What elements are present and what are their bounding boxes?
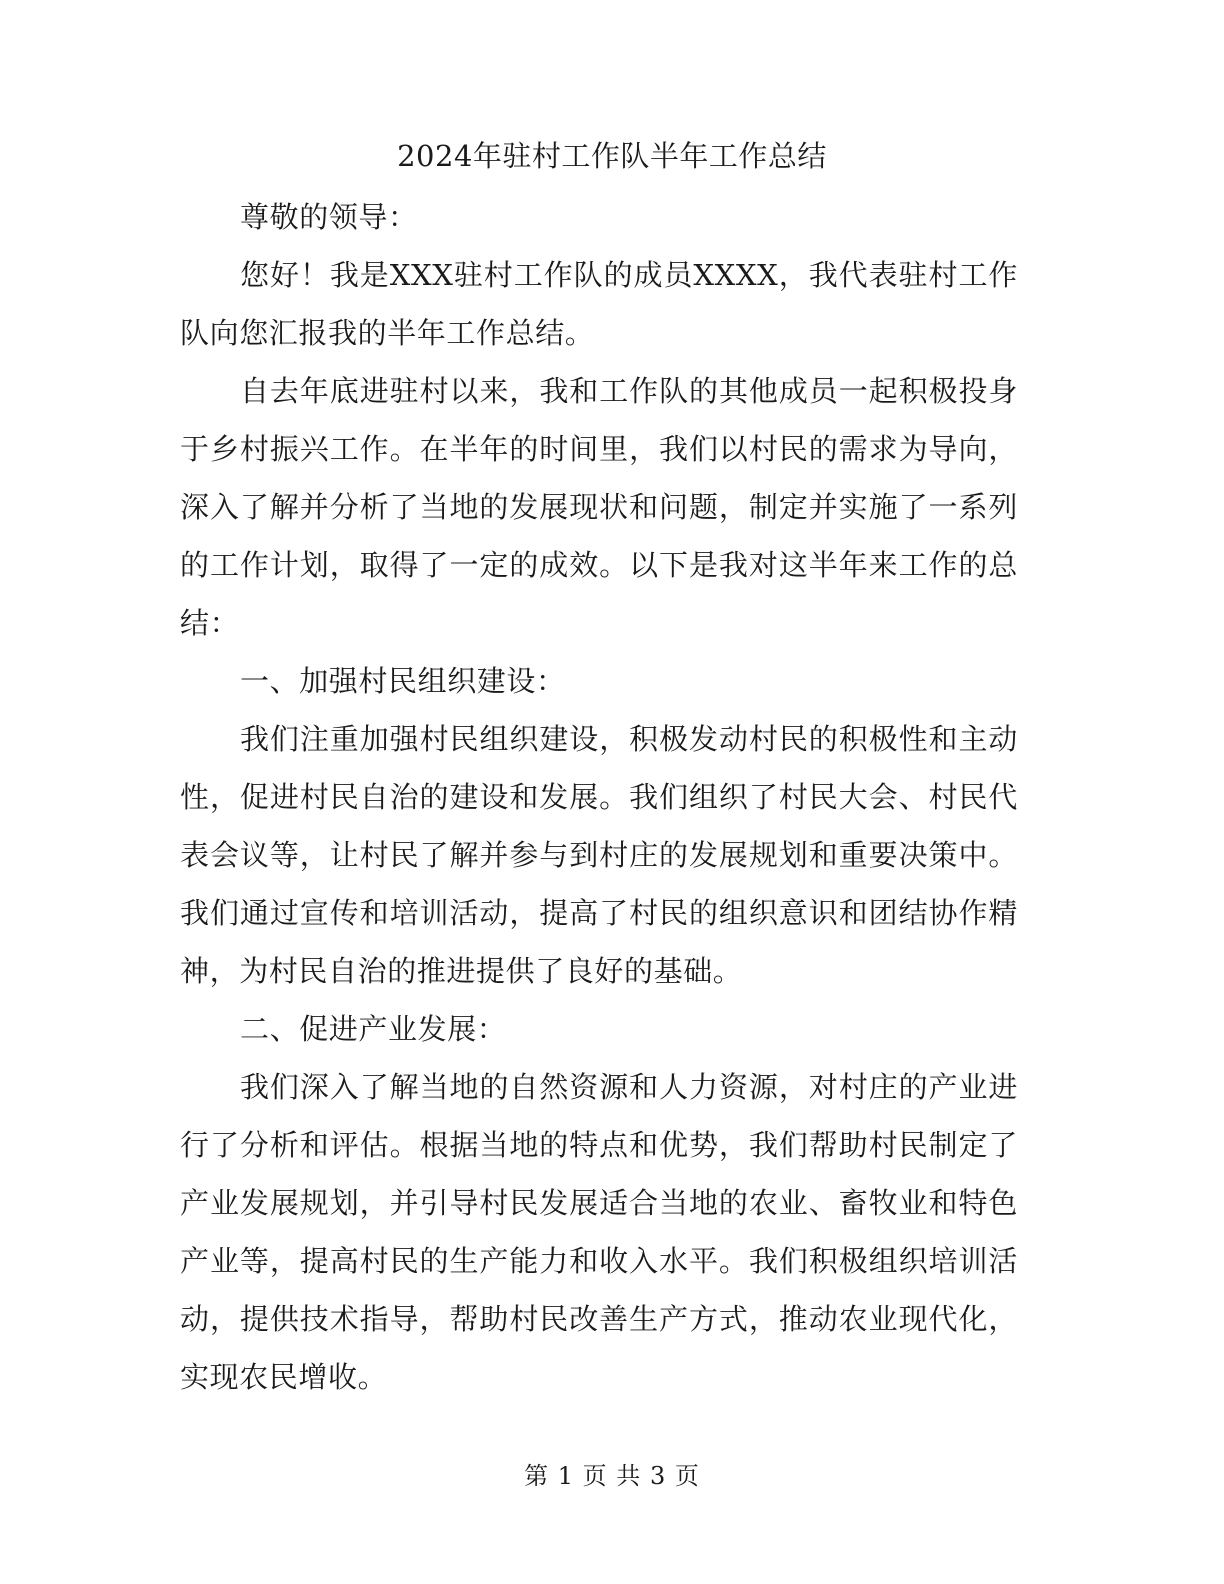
greeting-paragraph: 您好！我是XXX驻村工作队的成员XXXX，我代表驻村工作队向您汇报我的半年工作总结。 — [180, 258, 1018, 350]
section-heading-2: 二、促进产业发展： — [240, 1012, 507, 1046]
page-footer: 第 1 页 共 3 页 — [524, 1462, 700, 1490]
section-2-paragraph: 我们深入了解当地的自然资源和人力资源，对村庄的产业进行了分析和评估。根据当地的特点和优势，我们帮助村民制定了产业发展规划，并引导村民发展适合当地的农业、畜牧业和特色产业等，提高村民的生产能力和收入水平。我们积极组织培训活动，提供技术指导，帮助村民改善生产方式，推动农业现代化，实现农民增收。 — [180, 1070, 1018, 1394]
section-1-paragraph: 我们注重加强村民组织建设，积极发动村民的积极性和主动性，促进村民自治的建设和发展。我们组织了村民大会、村民代表会议等，让村民了解并参与到村庄的发展规划和重要决策中。我们通过宣传和培训活动，提高了村民的组织意识和团结协作精神，为村民自治的推进提供了良好的基础。 — [180, 722, 1018, 988]
document-title: 2024年驻村工作队半年工作总结 — [397, 139, 827, 173]
salutation-paragraph: 尊敬的领导： — [240, 200, 418, 234]
document-body — [180, 188, 1018, 1406]
intro-paragraph: 自去年底进驻村以来，我和工作队的其他成员一起积极投身于乡村振兴工作。在半年的时间里，我们以村民的需求为导向，深入了解并分析了当地的发展现状和问题，制定并实施了一系列的工作计划，取得了一定的成效。以下是我对这半年来工作的总结： — [180, 374, 1018, 640]
section-heading-1: 一、加强村民组织建设： — [240, 664, 566, 698]
